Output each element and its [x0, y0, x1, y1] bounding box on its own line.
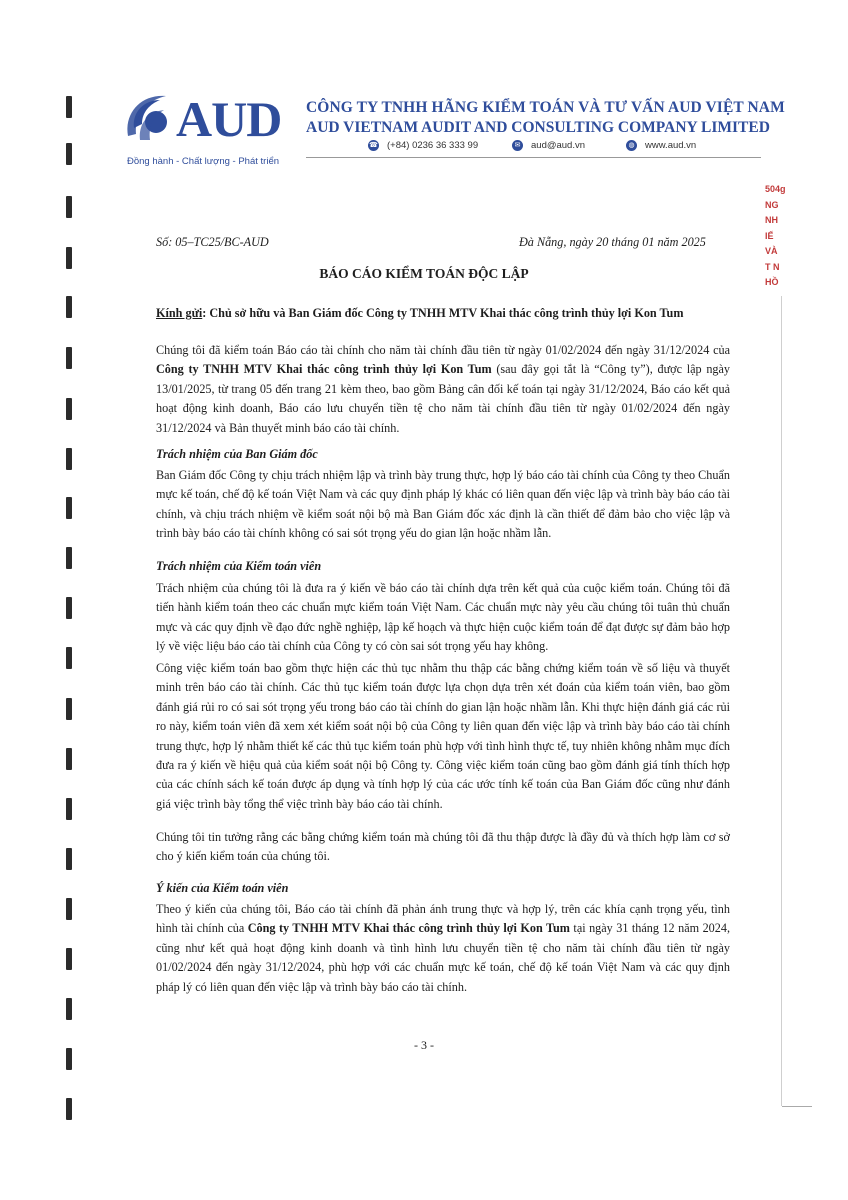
contact-website	[626, 140, 696, 151]
document-reference: Số: 05–TC25/BC-AUD	[156, 235, 269, 249]
intro-paragraph	[156, 341, 730, 438]
binder-mark	[66, 798, 72, 820]
email-text: aud@aud.vn	[531, 140, 586, 151]
header-divider	[306, 157, 761, 158]
heading-management-responsibility: Trách nhiệm của Ban Giám đốc	[156, 447, 318, 461]
binder-mark	[66, 196, 72, 218]
heading-auditor-responsibility: Trách nhiệm của Kiểm toán viên	[156, 559, 322, 573]
auditor-paragraph-2: Công việc kiểm toán bao gồm thực hiện các thủ tục nhằm thu thập các bằng chứng kiểm toán về số liệu và thuyết minh trên báo cáo tài chính. Các thủ tục kiểm toán được lựa chọn dựa trên xét đoán của kiểm toán viên, bao gồm đánh giá rủi ro có sai sót trọng yếu trong báo cáo tài chính do gian lận hoặc nhầm lẫn. Khi thực hiện đánh giá các rủi ro này, kiểm toán viên đã xem xét kiểm soát nội bộ của Công ty liên quan đến việc lập và trình bày báo cáo tài chính trung thực, hợp lý nhằm thiết kế các thủ tục kiểm toán phù hợp với tình hình thực tế, tuy nhiên không nhằm mục đích đưa ra ý kiến về hiệu quả của kiểm soát nội bộ Công ty. Công việc kiểm toán cũng bao gồm đánh giá tính thích hợp của các chính sách kế toán được áp dụng và tính hợp lý của các ước tính kế toán của Ban Giám đốc cũng như đánh giá việc trình bày tổng thể việc trình bày báo cáo tài chính.	[156, 661, 730, 811]
stamp-fragment: NH	[765, 215, 778, 225]
auditor-paragraph-3: Chúng tôi tin tưởng rằng các bằng chứng kiểm toán mà chúng tôi đã thu thập được là đầy đủ và thích hợp làm cơ sở cho ý kiến kiểm toán của chúng tôi.	[156, 830, 730, 864]
binder-mark	[66, 848, 72, 870]
intro-text-b: (sau đây gọi tắt là “Công ty”), được lập ngày 13/01/2025, từ trang 05 đến trang 21 kèm theo, bao gồm Bảng cân đối kế toán tại ngày 31/12/2024, Báo cáo kết quả hoạt động kinh doanh, Báo cáo lưu chuyển tiền tệ cho năm tài chính đầu tiên từ ngày 01/02/2024 đến ngày 31/12/2024 và Bản thuyết minh báo cáo tài chính.	[156, 362, 731, 435]
binder-mark	[66, 998, 72, 1020]
contact-email	[512, 140, 585, 151]
heading-auditor-opinion: Ý kiến của Kiểm toán viên	[156, 881, 289, 895]
binder-mark	[66, 748, 72, 770]
stamp-fragment: HỒ	[765, 277, 779, 287]
right-margin-line	[781, 296, 782, 1106]
stamp-fragment: VÀ	[765, 246, 778, 256]
stamp-fragment: T N	[765, 261, 780, 272]
stamp-fragment: IẾ	[765, 230, 774, 241]
binder-mark	[66, 597, 72, 619]
binder-mark	[66, 948, 72, 970]
document-date: Đà Nẵng, ngày 20 tháng 01 năm 2025	[519, 235, 706, 249]
company-name-en: AUD VIETNAM AUDIT AND CONSULTING COMPANY LIMITED	[306, 119, 770, 136]
binder-mark	[66, 143, 72, 165]
addressee	[156, 306, 683, 320]
binder-mark	[66, 647, 72, 669]
opinion-paragraph	[156, 900, 730, 997]
logo-swirl-icon	[126, 94, 182, 146]
binder-mark	[66, 347, 72, 369]
company-slogan: Đồng hành - Chất lượng - Phát triển	[127, 156, 280, 167]
intro-text-a: Chúng tôi đã kiểm toán Báo cáo tài chính cho năm tài chính đầu tiên từ ngày 01/02/2024 đến ngày 31/12/2024 của	[156, 343, 730, 357]
opinion-text-b: tại ngày 31 tháng 12 năm 2024, cũng như kết quả hoạt động kinh doanh và tình hình lưu chuyển tiền tệ cho năm tài chính đầu tiên từ ngày 01/02/2024 đến ngày 31/12/2024, phù hợp với các chuẩn mực kế toán, chế độ kế toán Việt Nam và các quy định pháp lý có liên quan đến việc lập và trình bày báo cáo tài chính.	[156, 921, 731, 994]
contact-phone	[368, 140, 478, 151]
email-icon: ✉	[512, 140, 523, 151]
addressee-label: Kính gửi	[156, 306, 203, 320]
company-name-vn: CÔNG TY TNHH HÃNG KIỂM TOÁN VÀ TƯ VẤN AUD VIỆT NAM	[306, 99, 785, 116]
binder-mark	[66, 448, 72, 470]
binder-mark	[66, 1098, 72, 1120]
binder-mark	[66, 698, 72, 720]
page-number: - 3 -	[414, 1038, 434, 1052]
opinion-company-name: Công ty TNHH MTV Khai thác công trình thủy lợi Kon Tum	[247, 921, 570, 936]
auditor-paragraph-1: Trách nhiệm của chúng tôi là đưa ra ý kiến về báo cáo tài chính dựa trên kết quả của cuộc kiểm toán. Chúng tôi đã tiến hành kiểm toán theo các chuẩn mực kiểm toán Việt Nam. Các chuẩn mực này yêu cầu chúng tôi tuân thủ chuẩn mực và các quy định về đạo đức nghề nghiệp, lập kế hoạch và thực hiện cuộc kiểm toán để đạt được sự đảm bảo hợp lý về việc liệu báo cáo tài chính của Công ty có còn sai sót trọng yếu hay không.	[156, 581, 730, 654]
binder-mark	[66, 96, 72, 118]
opinion-text-a: Theo ý kiến của chúng tôi, Báo cáo tài chính đã phản ánh trung thực và hợp lý, trên các khía cạnh trọng yếu, tình hình tài chính của	[156, 902, 730, 936]
binder-mark	[66, 898, 72, 920]
bottom-margin-line	[782, 1106, 812, 1107]
website-text: www.aud.vn	[645, 140, 697, 151]
phone-text: (+84) 0236 36 333 99	[387, 140, 479, 151]
binder-mark	[66, 398, 72, 420]
logo-wordmark: AUD	[176, 91, 282, 147]
addressee-text: : Chủ sở hữu và Ban Giám đốc Công ty TNHH MTV Khai thác công trình thủy lợi Kon Tum	[202, 306, 684, 320]
binder-mark	[66, 547, 72, 569]
globe-icon: ◍	[626, 140, 637, 151]
binder-mark	[66, 497, 72, 519]
report-title: BÁO CÁO KIỂM TOÁN ĐỘC LẬP	[319, 266, 529, 281]
management-paragraph: Ban Giám đốc Công ty chịu trách nhiệm lập và trình bày trung thực, hợp lý báo cáo tài chính của Công ty theo Chuẩn mực kế toán, chế độ kế toán Việt Nam và các quy định pháp lý khác có liên quan đến việc lập và trình bày báo cáo tài chính, và chịu trách nhiệm về kiểm soát nội bộ mà Ban Giám đốc xác định là cần thiết để đảm bảo cho việc lập và trình bày báo cáo tài chính không có sai sót trọng yếu do gian lận hoặc nhầm lẫn.	[156, 468, 730, 541]
intro-company-name: Công ty TNHH MTV Khai thác công trình thủy lợi Kon Tum	[156, 362, 492, 377]
phone-icon: ☎	[369, 142, 378, 149]
stamp-fragment: 504g	[765, 184, 786, 194]
binder-mark	[66, 296, 72, 318]
stamp-fragment: NG	[765, 199, 779, 210]
